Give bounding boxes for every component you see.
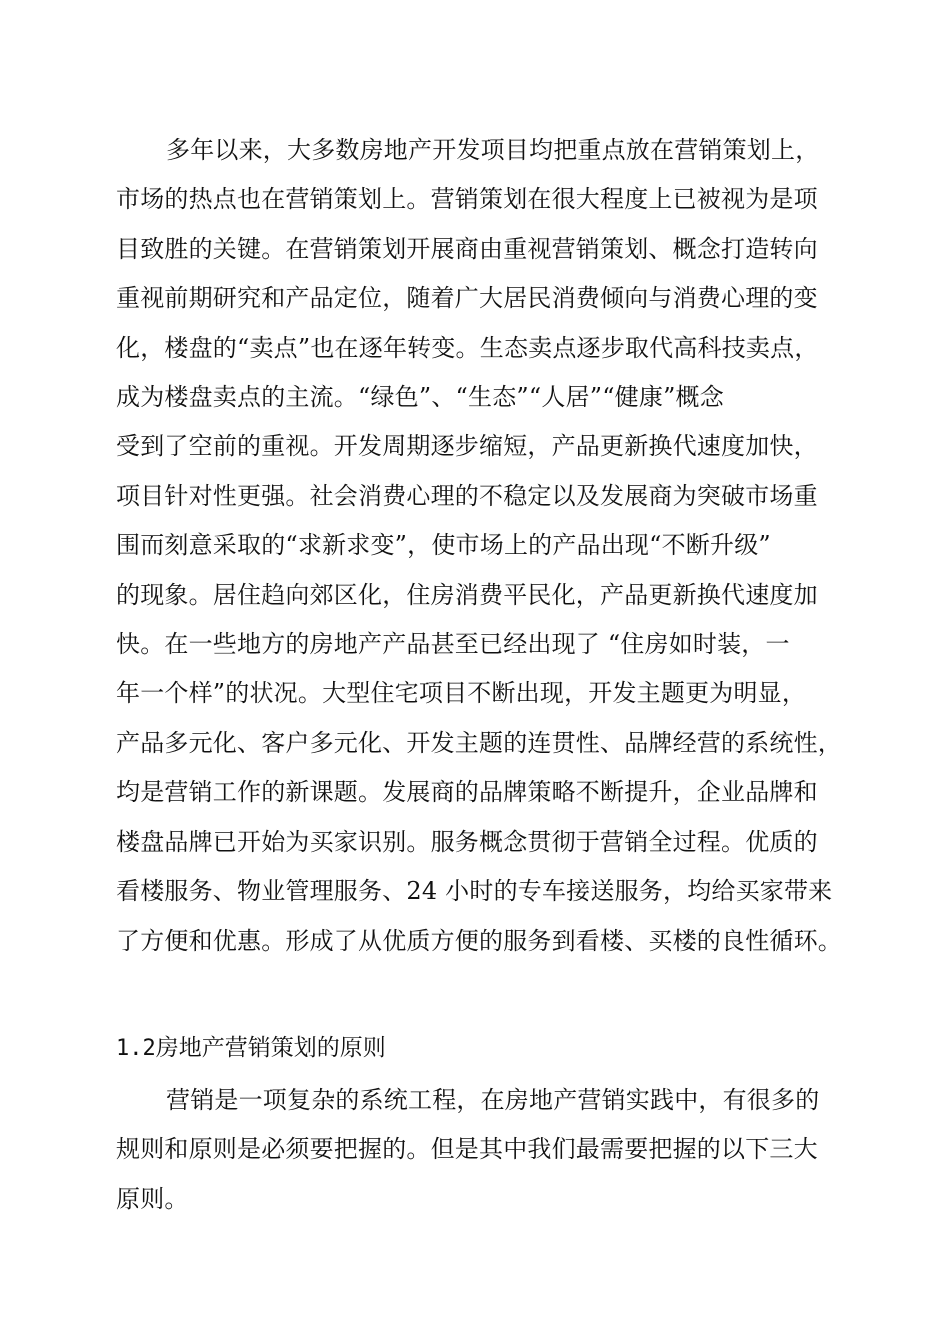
body-paragraph-2 <box>116 1076 876 1224</box>
paragraph-line: 化，楼盘的“卖点”也在逐年转变。生态卖点逐步取代高科技卖点， <box>116 333 819 362</box>
paragraph-line: 多年以来，大多数房地产开发项目均把重点放在营销策划上， <box>166 136 820 164</box>
section-heading-number: 1.2 <box>116 1036 156 1061</box>
paragraph-line: 原则。 <box>116 1184 189 1213</box>
paragraph-line: 规则和原则是必须要把握的。但是其中我们最需要把握的以下三大 <box>116 1135 818 1164</box>
paragraph-line: 重视前期研究和产品定位，随着广大居民消费倾向与消费心理的变 <box>116 284 818 313</box>
paragraph-line: 市场的热点也在营销策划上。营销策划在很大程度上已被视为是项 <box>116 185 818 214</box>
section-heading <box>116 1028 386 1069</box>
paragraph-line: 受到了空前的重视。开发周期逐步缩短，产品更新换代速度加快， <box>116 432 818 461</box>
paragraph-line: 快。在一些地方的房地产产品甚至已经出现了 “住房如时装，一 <box>116 630 790 659</box>
paragraph-line: 围而刻意采取的“求新求变”，使市场上的产品出现“不断升级” <box>116 531 771 560</box>
paragraph-line: 年一个样”的状况。大型住宅项目不断出现，开发主题更为明显， <box>116 679 807 708</box>
paragraph-line: 均是营销工作的新课题。发展商的品牌策略不断提升，企业品牌和 <box>116 778 818 807</box>
section-heading-title: 房地产营销策划的原则 <box>155 1035 386 1061</box>
paragraph-line: 看楼服务、物业管理服务、24 小时的专车接送服务，均给买家带来 <box>116 877 833 906</box>
paragraph-line: 成为楼盘卖点的主流。“绿色”、“生态”“人居”“健康”概念 <box>116 383 724 412</box>
paragraph-line: 了方便和优惠。形成了从优质方便的服务到看楼、买楼的良性循环。 <box>116 926 842 955</box>
paragraph-line: 营销是一项复杂的系统工程，在房地产营销实践中，有很多的 <box>166 1086 820 1114</box>
paragraph-line: 楼盘品牌已开始为买家识别。服务概念贯彻于营销全过程。优质的 <box>116 827 818 856</box>
paragraph-line: 的现象。居住趋向郊区化，住房消费平民化，产品更新换代速度加 <box>116 580 818 609</box>
paragraph-line: 产品多元化、客户多元化、开发主题的连贯性、品牌经营的系统性， <box>116 728 842 757</box>
body-paragraph-1 <box>116 126 876 966</box>
paragraph-line: 目致胜的关键。在营销策划开展商由重视营销策划、概念打造转向 <box>116 234 818 263</box>
paragraph-line: 项目针对性更强。社会消费心理的不稳定以及发展商为突破市场重 <box>116 481 818 510</box>
